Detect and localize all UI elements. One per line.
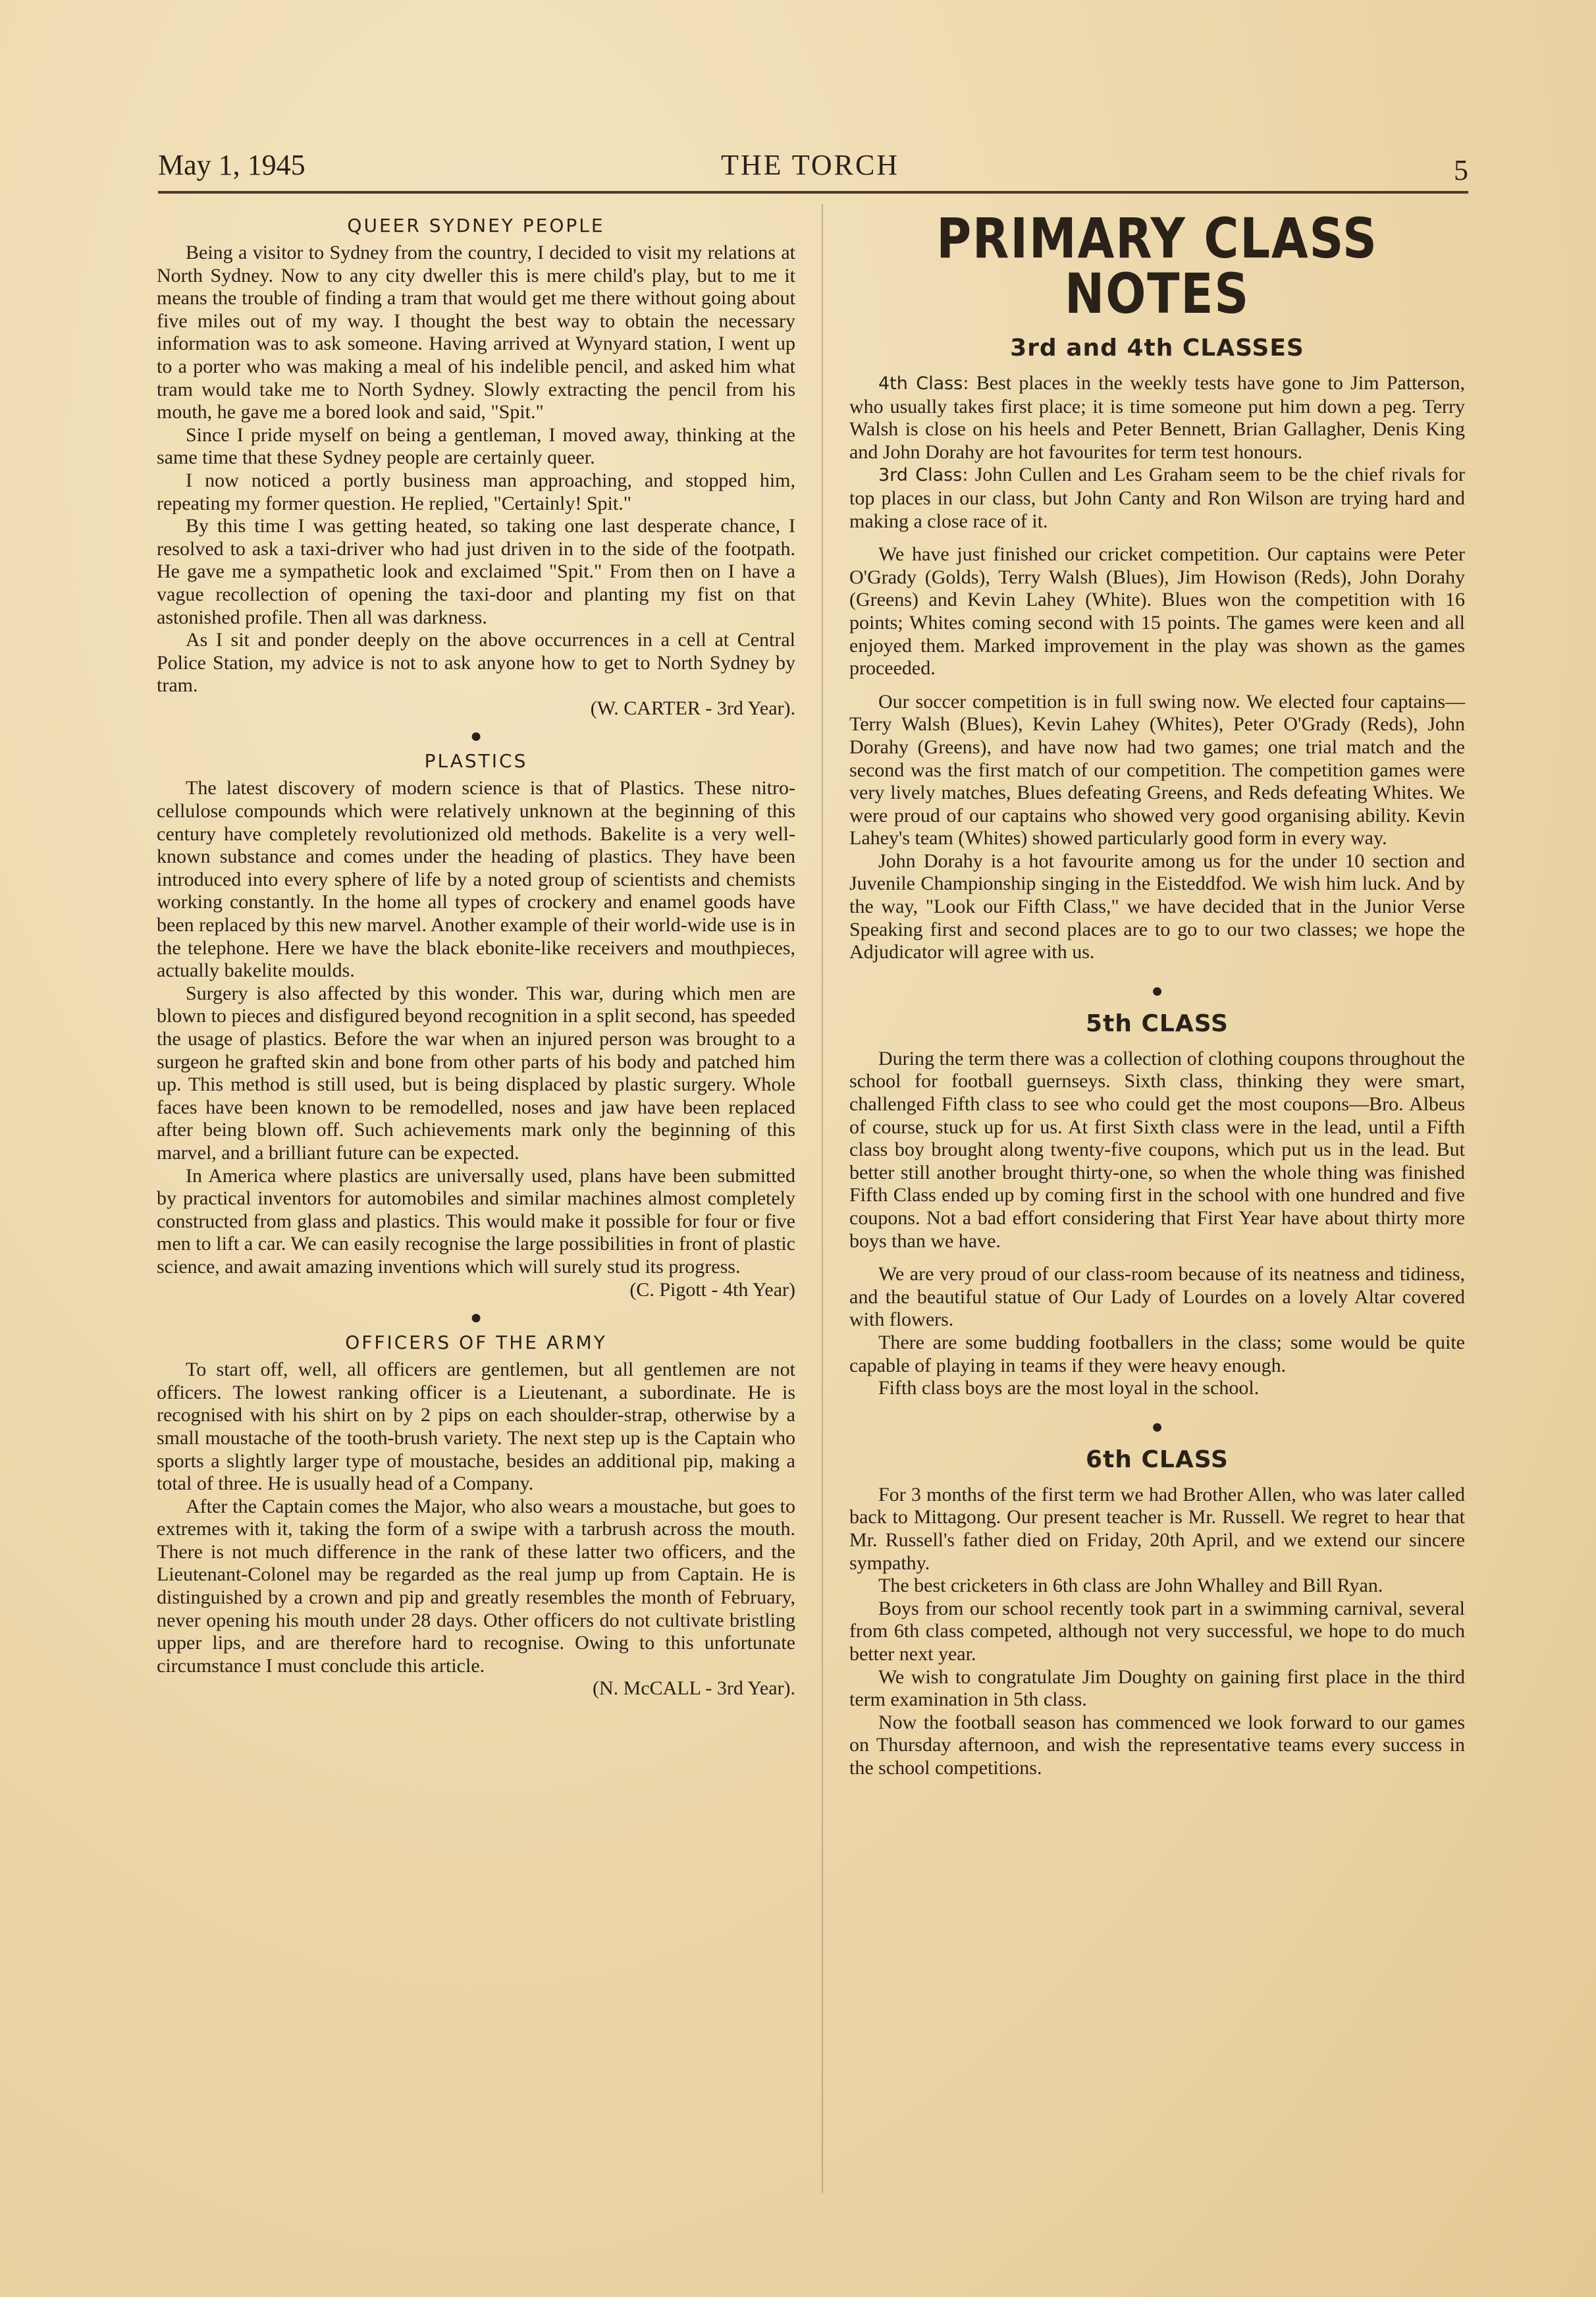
column-divider (822, 204, 823, 2193)
article-paragraph: To start off, well, all officers are gentlemen, but all gentlemen are not officers. The lowest ranking officer is a Lieutenant, a subordinate. He is recognised with his shirt on by 2 pips on each shoulder-strap, otherwise by a small moustache of the tooth-brush variety. The next step up is the Captain who sports a slightly larger type of moustache, besides an additional pip, making a total of three. He is usually head of a Company. (157, 1359, 795, 1495)
spacer (849, 680, 1465, 691)
paragraph-text: John Cullen and Les Graham seem to be the chief rivals for top places in our class, but John Canty and Ron Wilson are trying hard and making a close race of it. (849, 464, 1466, 532)
spacer (849, 964, 1465, 975)
article-paragraph: Our soccer competition is in full swing now. We elected four captains—Terry Walsh (Blues), Kevin Lahey (Whites), Peter O'Grady (Reds), John Dorahy (Greens), and have now had two games; one trial match and the second was the first match of our competition. The competition games were very lively matches, Blues defeating Greens, and Reds defeating Whites. We were proud of our captains who showed very good organising ability. Kevin Lahey's team (Whites) showed particularly good form in every way. (849, 690, 1465, 850)
left-column (157, 211, 795, 1703)
byline-mccall: (N. McCALL - 3rd Year). (593, 1677, 795, 1700)
article-paragraph: Boys from our school recently took part in a swimming carnival, several from 6th class competed, although not very successful, we hope to do much better next year. (849, 1597, 1465, 1665)
spacer (849, 533, 1465, 543)
bullet-separator: ● (1151, 979, 1163, 1002)
article-paragraph: John Dorahy is a hot favourite among us for the under 10 section and Juvenile Championship singing in the Eisteddfod. We wish him luck. And by the way, "Look our Fifth Class," we have decided that in the Junior Verse Speaking first and second places are to go to our two classes; we hope the Adjudicator will agree with us. (849, 850, 1465, 963)
issue-date: May 1, 1945 (158, 149, 306, 181)
heading-6th-class: 6th CLASS (1086, 1446, 1229, 1473)
article-paragraph: The best cricketers in 6th class are John Whalley and Bill Ryan. (878, 1575, 1383, 1597)
article-paragraph: The latest discovery of modern science is that of Plastics. These nitro-cellulose compounds which were relatively unknown at the beginning of this century have completely revolutionized old methods. Bakelite is a very well-known substance and comes under the heading of plastics. They have been introduced into every sphere of life by a noted group of scientists and chemists working constantly. In the home all types of crockery and enamel goods have been replaced by this new marvel. Another example of their world-wide use is in the telephone. Here we have the black ebonite-like receivers and mouthpieces, actually bakelite moulds. (157, 777, 795, 982)
page-number: 5 (1454, 154, 1468, 186)
article-paragraph: Since I pride myself on being a gentleman, I moved away, thinking at the same time that these Sydney people are certainly queer. (157, 423, 795, 469)
lead-3rd-class: 3rd Class: (878, 465, 969, 486)
right-column (849, 206, 1466, 1779)
article-paragraph (849, 372, 1465, 464)
article-paragraph: We are very proud of our class-room because of its neatness and tidiness, and the beautiful statue of Our Lady of Lourdes on a lovely Altar covered with flowers. (849, 1263, 1465, 1331)
spacer (849, 1400, 1465, 1411)
newspaper-title: THE TORCH (721, 149, 900, 181)
bullet-separator: ● (469, 1307, 483, 1329)
bullet-separator: ● (469, 725, 483, 747)
heading-3rd-4th-classes: 3rd and 4th CLASSES (1010, 335, 1304, 362)
paragraph-text: Best places in the weekly tests have gone to Jim Patterson, who usually takes first place; it is time someone put him down a peg. Terry Walsh is close on his heels and Peter Bennett, Brian Gallagher, Denis King and John Dorahy are hot favourites for term test honours. (849, 372, 1465, 463)
spacer (849, 1253, 1465, 1263)
heading-5th-class: 5th CLASS (1086, 1010, 1229, 1037)
article-paragraph: By this time I was getting heated, so taking one last desperate chance, I resolved to ask a taxi-driver who had just driven in to the side of the footpath. He gave me a sympathetic look and exclaimed "Spit." From then on I have a vague recollection of opening the taxi-door and planting my fist on that astonished profile. Then all was darkness. (157, 515, 795, 628)
heading-queer-sydney-people: QUEER SYDNEY PEOPLE (347, 215, 605, 236)
article-paragraph: For 3 months of the first term we had Brother Allen, who was later called back to Mittagong. Our present teacher is Mr. Russell. We regret to hear that Mr. Russell's father died on Friday, 20th April, and we extend our sincere sympathy. (849, 1483, 1465, 1574)
article-paragraph: As I sit and ponder deeply on the above occurrences in a cell at Central Police Station, my advice is not to ask anyone how to get to North Sydney by tram. (157, 629, 795, 697)
article-paragraph: Fifth class boys are the most loyal in the school. (878, 1377, 1260, 1399)
heading-plastics: PLASTICS (424, 750, 528, 772)
article-paragraph: Now the football season has commenced we look forward to our games on Thursday afternoon, and wish the representative teams every success in the school competitions. (849, 1711, 1465, 1779)
page-header (158, 148, 1468, 188)
article-paragraph: I now noticed a portly business man approaching, and stopped him, repeating my former question. He replied, "Certainly! Spit." (157, 469, 795, 514)
heading-primary-class-notes: PRIMARY CLASS NOTES (936, 206, 1378, 326)
article-paragraph (849, 464, 1465, 533)
bullet-separator: ● (1151, 1415, 1163, 1438)
byline-pigott: (C. Pigott - 4th Year) (629, 1278, 795, 1301)
article-paragraph: After the Captain comes the Major, who also wears a moustache, but goes to extremes with it, taking the form of a swipe with a tarbrush across the mouth. There is not much difference in the rank of these latter two officers, and the Lieutenant-Colonel may be regarded as the real jump up from Captain. He is distinguished by a crown and pip and greatly resembles the month of February, never opening his mouth under 28 days. Other officers do not cultivate bristling upper lips, and are therefore hard to recognise. Owing to this unfortunate circumstance I must conclude this article. (157, 1495, 795, 1677)
article-paragraph: Surgery is also affected by this wonder. This war, during which men are blown to pieces and disfigured beyond recognition in a split second, has speeded the usage of plastics. Before the war when an injured person was brought to a surgeon he grafted skin and bone from other parts of his body and patched him up. This method is still used, but is being displaced by plastic surgery. Whole faces have been known to be remodelled, noses and jaw have been replaced after being blown off. Such achievements mark only the beginning of this marvel, and a brilliant future can be expected. (157, 982, 795, 1164)
article-paragraph: During the term there was a collection of clothing coupons throughout the school for football guernseys. Sixth class, thinking they were smart, challenged Fifth class to see who could get the most coupons—Bro. Albeus of course, stuck up for us. At first Sixth class were in the lead, until a Fifth class boy brought along twenty-five coupons, which put us in the lead. But better still another brought thirty-one, so when the whole thing was finished Fifth Class ended up by coming first in the school with one hundred and five coupons. Not a bad effort considering that First Year have about thirty more boys than we have. (849, 1047, 1465, 1252)
heading-officers-of-the-army: OFFICERS OF THE ARMY (345, 1332, 607, 1354)
byline-carter: (W. CARTER - 3rd Year). (590, 697, 795, 719)
lead-4th-class: 4th Class: (878, 373, 969, 394)
article-paragraph: Being a visitor to Sydney from the country, I decided to visit my relations at North Sydney. Now to any city dweller this is mere child's play, but to me it means the trouble of finding a tram that would get me there without going about five miles out of my way. I thought the best way to obtain the necessary information was to ask someone. Having arrived at Wynyard station, I went up to a porter who was making a meal of his indelible pencil, and asked him what tram would take me to North Sydney. Slowly extracting the pencil from his mouth, he gave me a bored look and said, "Spit." (157, 242, 795, 423)
article-paragraph: There are some budding footballers in the class; some would be quite capable of playing in teams if they were heavy enough. (849, 1331, 1465, 1376)
article-paragraph: We have just finished our cricket competition. Our captains were Peter O'Grady (Golds), Terry Walsh (Blues), Jim Howison (Reds), John Dorahy (Greens) and Kevin Lahey (White). Blues won the competition with 16 points; Whites coming second with 15 points. The games were keen and all enjoyed them. Marked improvement in the play was shown as the games proceeded. (849, 543, 1465, 680)
article-paragraph: We wish to congratulate Jim Doughty on gaining first place in the third term examination in 5th class. (849, 1665, 1465, 1711)
article-paragraph: In America where plastics are universally used, plans have been submitted by practical inventors for automobiles and similar machines almost completely constructed from glass and plastics. This would make it possible for four or five men to lift a car. We can easily recognise the large possibilities in front of plastic science, and await amazing inventions which will surely stud its progress. (157, 1164, 795, 1278)
header-rule (158, 191, 1468, 194)
